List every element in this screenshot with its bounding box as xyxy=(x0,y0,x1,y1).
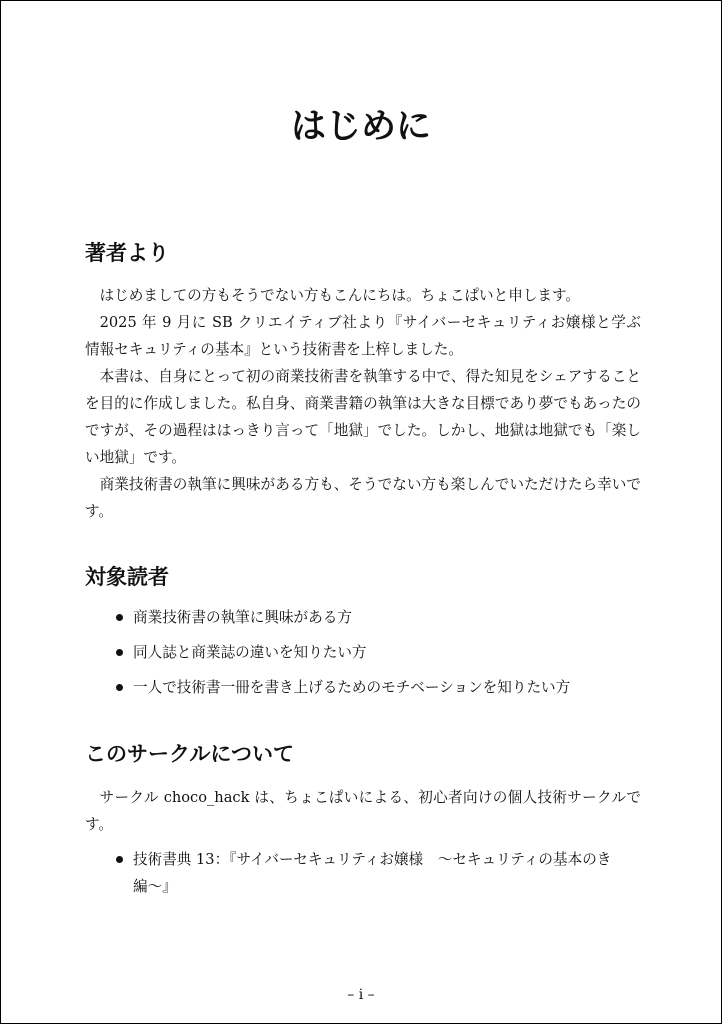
author-paragraph-4: 商業技術書の執筆に興味がある方も、そうでない方も楽しんでいただけたら幸いです。 xyxy=(85,476,641,520)
bullet-icon xyxy=(116,856,123,863)
bullet-icon xyxy=(116,684,123,691)
circle-item-1: 技術書典 13：『サイバーセキュリティお嬢様 〜セキュリティの基本のき編〜』 xyxy=(133,851,612,895)
page-title: はじめに xyxy=(290,107,431,147)
section-heading-author: 著者より xyxy=(85,241,169,265)
list-item xyxy=(85,604,641,631)
section-heading-audience: 対象読者 xyxy=(85,565,169,589)
audience-item-3: 一人で技術書一冊を書き上げるためのモチベーションを知りたい方 xyxy=(133,679,571,696)
author-paragraph-2: 2025 年 9 月に SB クリエイティブ社より『サイバーセキュリティお嬢様と学ぶ 情報セキュリティの基本』という技術書を上梓しました。 xyxy=(85,314,656,358)
bullet-icon xyxy=(116,649,123,656)
author-paragraph-3: 本書は、自身にとって初の商業技術書を執筆する中で、得た知見をシェアすることを目的に作成しました。私自身、商業書籍の執筆は大きな目標であり夢でもあったのですが、その過程ははっきり言って「地獄」でした。しかし、地獄は地獄でも「楽しい地獄」です。 xyxy=(85,368,641,466)
bullet-icon xyxy=(116,614,123,621)
page-number: – i – xyxy=(347,987,375,1003)
audience-list xyxy=(85,604,641,701)
list-item xyxy=(85,674,641,701)
section-heading-circle: このサークルについて xyxy=(85,742,294,766)
audience-item-1: 商業技術書の執筆に興味がある方 xyxy=(133,609,352,626)
circle-paragraph: サークル choco_hack は、ちょこぱいによる、初心者向けの個人技術サークルです。 xyxy=(85,789,641,833)
list-item xyxy=(85,639,641,666)
circle-list xyxy=(85,846,641,900)
list-item xyxy=(85,846,641,900)
audience-item-2: 同人誌と商業誌の違いを知りたい方 xyxy=(133,644,367,661)
author-paragraph-1: はじめましての方もそうでない方もこんにちは。ちょこぱいと申します。 xyxy=(99,287,581,304)
